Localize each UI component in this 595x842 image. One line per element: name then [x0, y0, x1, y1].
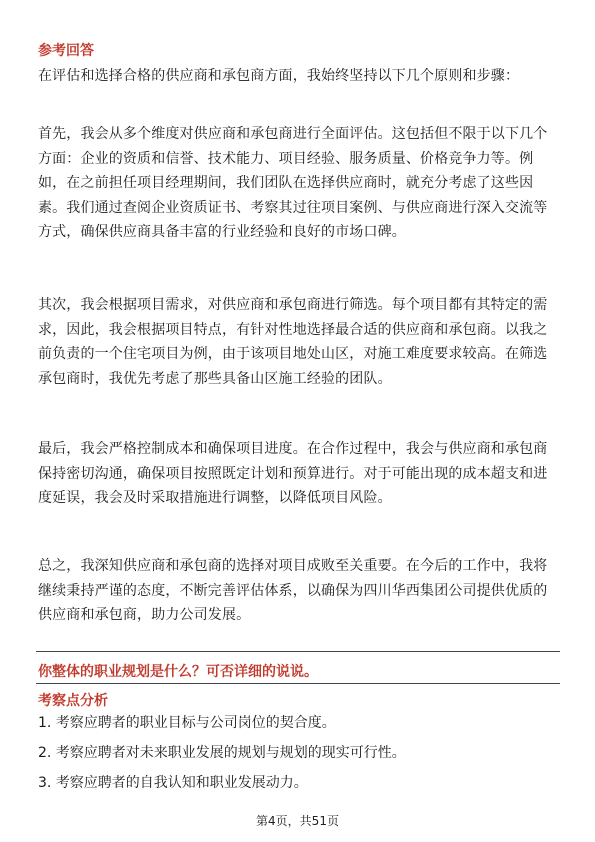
text-line	[38, 511, 560, 536]
text-line: 如，在之前担任项目经理期间，我们团队在选择供应商时，就充分考虑了这些因	[38, 175, 534, 191]
intro-line: 在评估和选择合格的供应商和承包商方面，我始终坚持以下几个原则和步骤：	[38, 68, 520, 84]
question-heading: 你整体的职业规划是什么？可否详细的说说。	[38, 664, 318, 680]
text-line: 最后，我会严格控制成本和确保项目进度。在合作过程中，我会与供应商和承包商	[38, 441, 548, 457]
paragraph-third	[38, 437, 560, 535]
text-line	[38, 391, 560, 416]
analysis-heading: 考察点分析	[38, 693, 108, 709]
text-line: 保持密切沟通，确保项目按照既定计划和预算进行。对于可能出现的成本超支和进	[38, 465, 548, 482]
text-line: 求，因此，我会根据项目特点，有针对性地选择最合适的供应商和承包商。以我之	[38, 321, 548, 338]
text-line: 首先，我会从多个维度对供应商和承包商进行全面评估。这包括但不限于以下几个	[38, 126, 548, 142]
paragraph-summary	[38, 554, 560, 628]
text-line: 度延误，我会及时采取措施进行调整，以降低项目风险。	[38, 490, 392, 506]
intro-paragraph	[38, 64, 560, 89]
list-item: 2. 考察应聘者对未来职业发展的规划与规划的现实可行性。	[38, 745, 406, 761]
divider-bottom	[36, 683, 560, 684]
page-footer: 第4页，共51页	[256, 814, 339, 828]
text-line: 素。我们通过查阅企业资质证书、考察其过往项目案例、与供应商进行深入交流等	[38, 199, 548, 216]
list-item: 3. 考察应聘者的自我认知和职业发展动力。	[38, 775, 308, 791]
text-line: 其次，我会根据项目需求，对供应商和承包商进行筛选。每个项目都有其特定的需	[38, 297, 548, 313]
text-line: 总之，我深知供应商和承包商的选择对项目成败至关重要。在今后的工作中，我将	[38, 558, 548, 574]
paragraph-second	[38, 293, 560, 416]
text-line: 前负责的一个住宅项目为例，由于该项目地处山区，对施工难度要求较高。在筛选	[38, 346, 548, 362]
text-line: 承包商时，我优先考虑了那些具备山区施工经验的团队。	[38, 370, 392, 387]
text-line: 供应商和承包商，助力公司发展。	[38, 607, 251, 623]
text-line: 继续秉持严谨的态度，不断完善评估体系，以确保为四川华西集团公司提供优质的	[38, 582, 548, 599]
paragraph-first	[38, 122, 560, 269]
text-line: 方式，确保供应商具备丰富的行业经验和良好的市场口碑。	[38, 224, 406, 240]
text-line	[38, 245, 560, 270]
divider-top	[36, 651, 560, 652]
analysis-list	[38, 708, 406, 798]
list-item: 1. 考察应聘者的职业目标与公司岗位的契合度。	[38, 715, 336, 731]
reference-answer-heading: 参考回答	[38, 43, 94, 59]
text-line: 方面：企业的资质和信誉、技术能力、项目经验、服务质量、价格竞争力等。例	[38, 150, 534, 167]
